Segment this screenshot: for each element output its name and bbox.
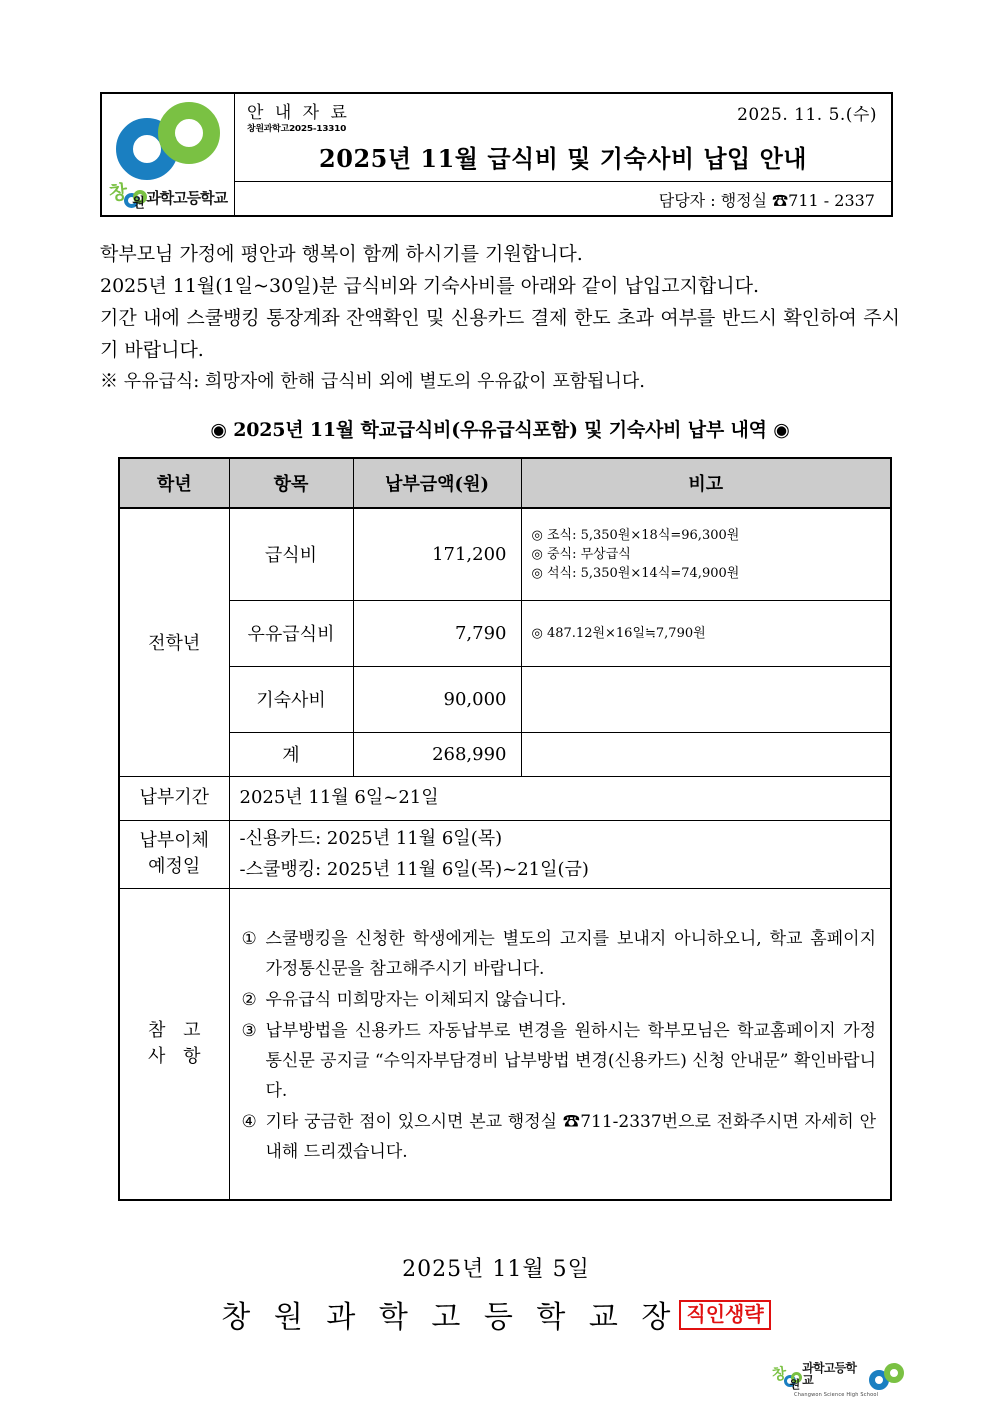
total-remark xyxy=(521,732,891,776)
logo-chang-text: 창 xyxy=(107,181,129,205)
remark-line: ◎ 조식: 5,350원×18식=96,300원 xyxy=(531,527,740,543)
column-header-grade: 학년 xyxy=(119,458,229,508)
remark-line: ◎ 석식: 5,350원×14식=74,900원 xyxy=(531,565,740,581)
logo-school-name: 과학고등학교 xyxy=(146,189,228,207)
column-header-remark: 비고 xyxy=(521,458,891,508)
document-number: 창원과학고2025-13310 xyxy=(247,124,347,134)
seal-omitted-badge: 직인생략 xyxy=(679,1300,770,1330)
document-header xyxy=(100,92,893,217)
note-marker: ① xyxy=(241,928,257,949)
item-remark-milk xyxy=(521,600,891,666)
list-item xyxy=(242,924,877,984)
transfer-value-line-2: -스쿨뱅킹: 2025년 11월 6일(목)~21일(금) xyxy=(239,859,589,880)
school-logo-rings-icon xyxy=(114,100,222,178)
transfer-label-line-2: 예정일 xyxy=(148,856,201,877)
footer-logo-school-name: 과학고등학교 xyxy=(802,1361,857,1387)
logo-won-text: 원 xyxy=(132,196,145,211)
footer-logo-mini-rings-icon xyxy=(784,1371,803,1391)
item-name-meal: 급식비 xyxy=(229,508,353,600)
school-logo-cell xyxy=(102,94,235,215)
table-row-notes xyxy=(119,888,891,1200)
list-item xyxy=(242,1107,877,1167)
notes-label-line-2: 사 항 xyxy=(148,1045,207,1067)
document-kind-label: 안 내 자 료 xyxy=(247,103,350,123)
footer-logo-won-text: 원 xyxy=(789,1378,801,1391)
table-row-total xyxy=(119,732,891,776)
logo-ring-green xyxy=(158,102,220,164)
footer-logo-wordmark xyxy=(770,1361,879,1398)
column-header-item: 항목 xyxy=(229,458,353,508)
header-upper-row xyxy=(235,94,891,182)
header-lower-row xyxy=(235,182,891,215)
table-header-row xyxy=(119,458,891,508)
footer-school-logo xyxy=(772,1356,912,1396)
document-date: 2025. 11. 5.(수) xyxy=(737,105,877,125)
remark-line: ◎ 487.12원×16일≒7,790원 xyxy=(531,625,706,641)
transfer-label-line-1: 납부이체 xyxy=(139,830,210,851)
note-text: 납부방법을 신용카드 자동납부로 변경을 원하시는 학부모님은 학교홈페이지 가정통신문 공지글 “수익자부담경비 납부방법 변경(신용카드) 신청 안내문” 확인바랍니다. xyxy=(265,1020,876,1101)
header-text-cell xyxy=(235,94,891,215)
note-text: 우유급식 미희망자는 이체되지 않습니다. xyxy=(265,989,567,1010)
note-text: 기타 궁금한 점이 있으시면 본교 행정실 ☎711-2337번으로 전화주시면 자세히 안내해 드리겠습니다. xyxy=(265,1111,876,1162)
list-item xyxy=(242,985,877,1015)
item-amount-meal: 171,200 xyxy=(353,508,521,600)
table-row-transfer xyxy=(119,820,891,888)
notes-body xyxy=(229,888,891,1200)
remark-line: ◎ 중식: 무상급식 xyxy=(531,546,631,562)
note-text: 스쿨뱅킹을 신청한 학생에게는 별도의 고지를 보내지 아니하오니, 학교 홈페이지 가정통신문을 참고해주시기 바랍니다. xyxy=(265,928,876,979)
column-header-amount: 납부금액(원) xyxy=(353,458,521,508)
table-row xyxy=(119,666,891,732)
total-label: 계 xyxy=(229,732,353,776)
transfer-value-line-1: -신용카드: 2025년 11월 6일(목) xyxy=(239,828,503,849)
contact-info: 담당자 : 행정실 ☎711 - 2337 xyxy=(658,191,875,210)
item-remark-dorm xyxy=(521,666,891,732)
notes-label xyxy=(119,888,229,1200)
logo-mini-rings-icon xyxy=(124,189,147,209)
grade-label-cell: 전학년 xyxy=(119,508,229,776)
school-logo-wordmark xyxy=(105,179,231,209)
payment-period-value: 2025년 11월 6일~21일 xyxy=(229,776,891,820)
intro-line-3: 기간 내에 스쿨뱅킹 통장계좌 잔액확인 및 신용카드 결제 한도 초과 여부를 반드시 확인하여 주시기 바랍니다. xyxy=(100,307,900,361)
page-title: 2025년 11월 급식비 및 기숙사비 납입 안내 xyxy=(319,144,807,173)
item-name-milk: 우유급식비 xyxy=(229,600,353,666)
transfer-date-label xyxy=(119,820,229,888)
notes-label-line-1: 참 고 xyxy=(148,1019,207,1041)
list-item xyxy=(242,1016,877,1106)
payment-period-label: 납부기간 xyxy=(119,776,229,820)
item-name-dorm: 기숙사비 xyxy=(229,666,353,732)
intro-line-1: 학부모님 가정에 평안과 행복이 함께 하시기를 기원합니다. xyxy=(100,243,583,265)
signature-line xyxy=(0,1292,992,1336)
note-marker: ② xyxy=(241,989,257,1010)
total-amount: 268,990 xyxy=(353,732,521,776)
table-row xyxy=(119,508,891,600)
table-row-period xyxy=(119,776,891,820)
item-remark-meal xyxy=(521,508,891,600)
intro-line-4: ※ 우유급식: 희망자에 한해 급식비 외에 별도의 우유값이 포함됩니다. xyxy=(100,371,646,392)
footer-logo-chang-text: 창 xyxy=(770,1364,788,1384)
item-amount-dorm: 90,000 xyxy=(353,666,521,732)
footer-logo-english-name: Changwon Science High School xyxy=(794,1392,879,1398)
footer-logo-rings-icon xyxy=(869,1363,912,1389)
section-heading: ◉ 2025년 11월 학교급식비(우유급식포함) 및 기숙사비 납부 내역 ◉ xyxy=(210,419,790,441)
footer-ring-green xyxy=(884,1363,904,1383)
signature-date: 2025년 11월 5일 xyxy=(402,1257,590,1282)
intro-line-2: 2025년 11월(1일~30일)분 급식비와 기숙사비를 아래와 같이 납입고지합니다. xyxy=(100,275,760,297)
fee-table xyxy=(118,457,892,1201)
signature-name: 창 원 과 학 고 등 학 교 장 xyxy=(221,1300,678,1335)
item-amount-milk: 7,790 xyxy=(353,600,521,666)
table-row xyxy=(119,600,891,666)
intro-paragraphs xyxy=(100,238,900,398)
transfer-date-value xyxy=(229,820,891,888)
note-marker: ④ xyxy=(241,1111,257,1132)
note-marker: ③ xyxy=(241,1020,257,1041)
